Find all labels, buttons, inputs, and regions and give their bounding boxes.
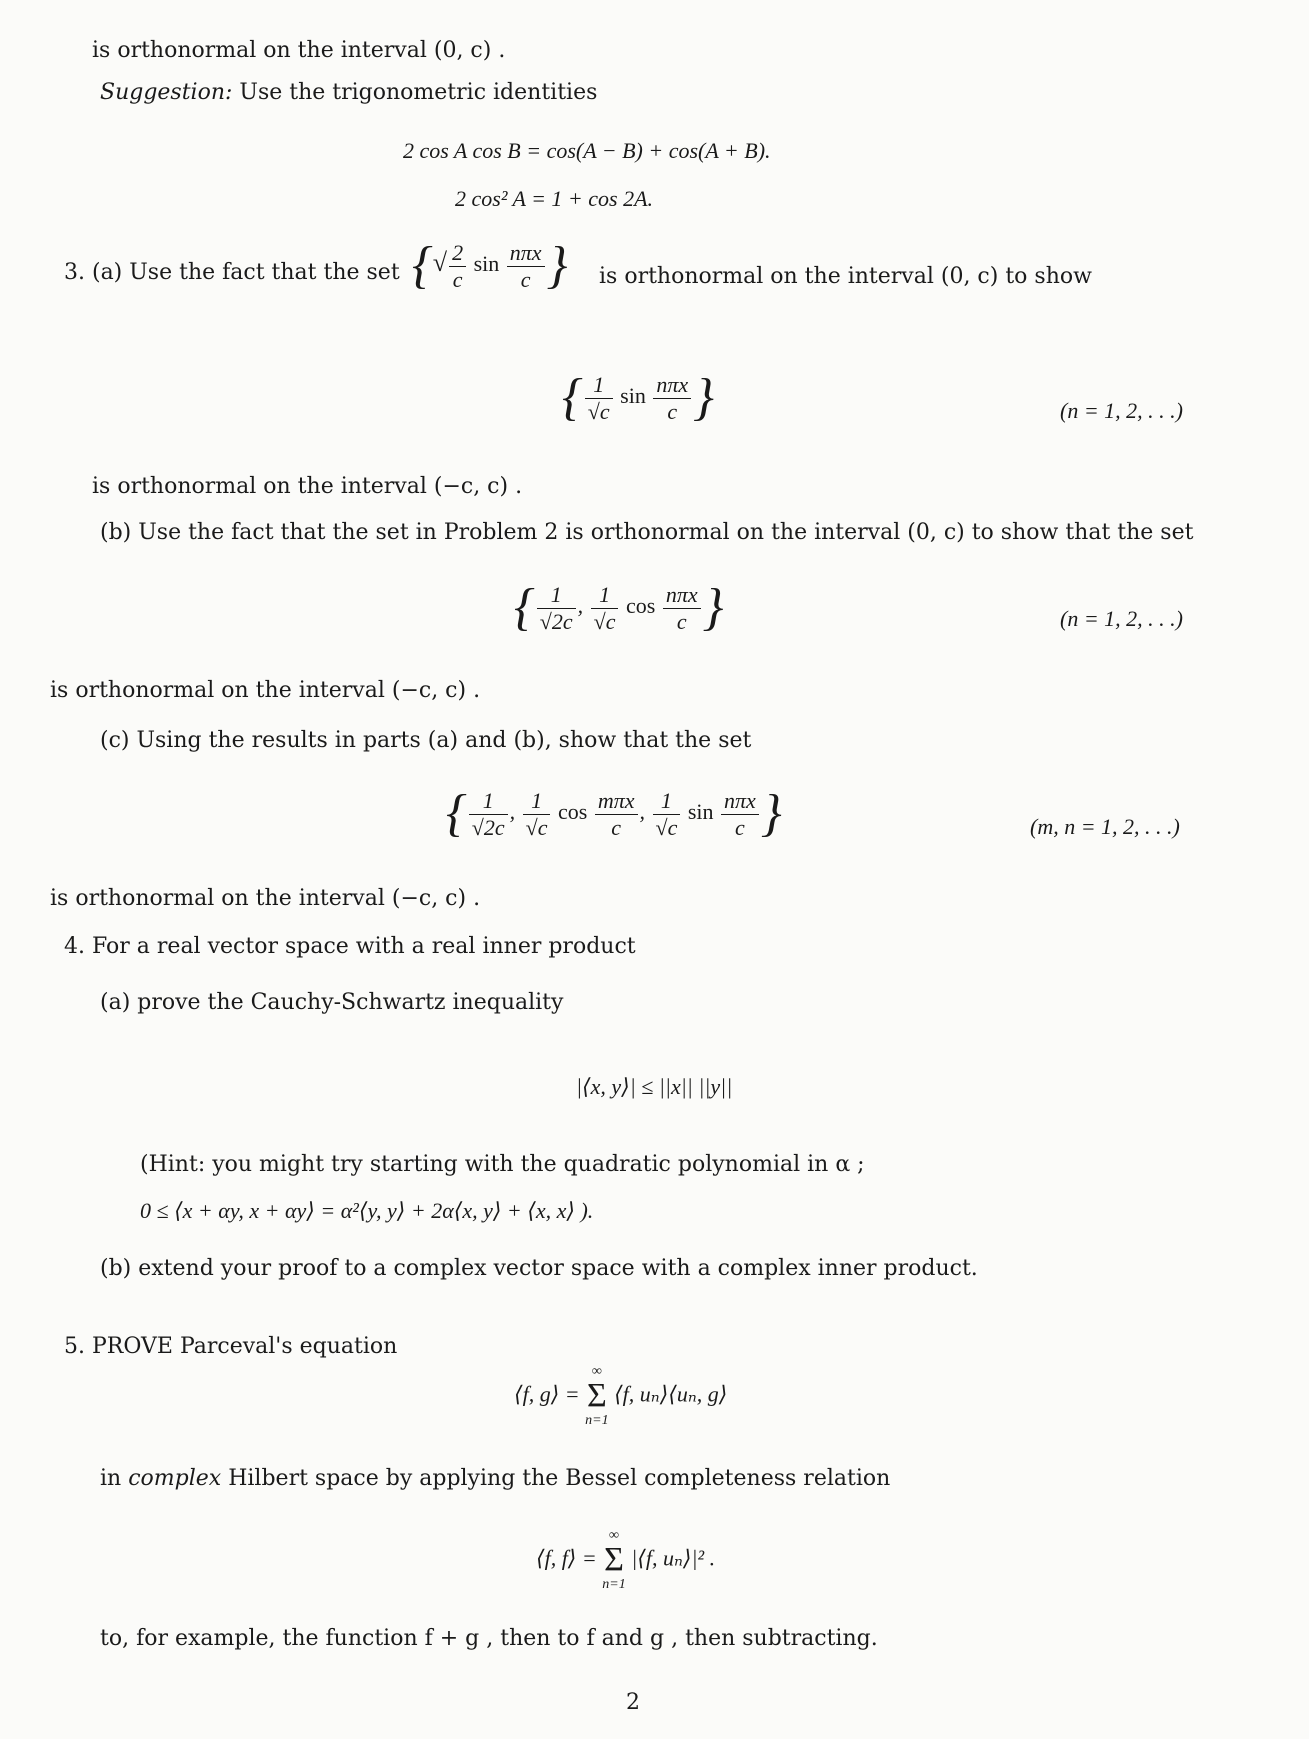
set-frac-den: c xyxy=(452,266,463,292)
set-sqrt2c-sin: {√ $\frac{2}{c}$ sin $\frac{\text{nπx}}{c}$ } xyxy=(412,237,568,294)
problem-3c: (c) Using the results in parts (a) and (b), show that the set xyxy=(100,728,752,753)
s3-c-num: 1 xyxy=(653,788,681,814)
text-line-orthonormal-0c: is orthonormal on the interval (0, c) . xyxy=(92,38,506,63)
s2-b-den: √c xyxy=(593,608,616,634)
s3-arg2-num: nπx xyxy=(721,788,759,814)
s3-b-num: 1 xyxy=(523,788,551,814)
text-orthonormal-1: is orthonormal on the interval (−c, c) . xyxy=(92,474,523,499)
arg-num: nπx xyxy=(507,240,545,266)
sum-symbol: Σ xyxy=(586,1377,607,1415)
s2-arg-num: nπx xyxy=(663,582,701,608)
hilbert-post: Hilbert space by applying the Bessel completeness relation xyxy=(228,1466,891,1491)
problem-3a-tail: is orthonormal on the interval (0, c) to show xyxy=(599,264,1092,289)
bessel-upper-limit: ∞ xyxy=(608,1528,619,1543)
bessel-lhs: ⟨f, f⟩ = xyxy=(536,1545,597,1571)
hilbert-complex: complex xyxy=(128,1466,222,1491)
sum-symbol: Σ xyxy=(604,1541,624,1579)
suggestion-text: Use the trigonometric identities xyxy=(239,80,598,105)
arg-den: c xyxy=(520,266,531,292)
s1-arg-den: c xyxy=(667,398,678,424)
bessel-relation xyxy=(536,1528,715,1593)
set-cos-sin: { $\frac{1}{√2c}$ , $\frac{1}{√c}$ cos $\frac{\text{mπx}}{c}$ , $\frac{1}{√c}$ sin $\frac{\text{nπx}}{c}$ } xyxy=(446,785,782,842)
s1-den: √c xyxy=(587,398,610,424)
s1-num: 1 xyxy=(585,372,613,398)
suggestion-label: Suggestion: xyxy=(100,80,233,105)
s2-arg-den: c xyxy=(676,608,687,634)
range-mn: (m, n = 1, 2, . . .) xyxy=(1030,814,1180,839)
s3-a-den: √2c xyxy=(471,814,505,840)
problem-3b: (b) Use the fact that the set in Problem 2 is orthonormal on the interval (0, c) to show that the set xyxy=(100,520,1194,545)
parseval-rhs: ⟨f, uₙ⟩⟨uₙ, g⟩ xyxy=(614,1381,728,1407)
identity-double-angle: 2 cos² A = 1 + cos 2A. xyxy=(455,186,654,211)
problem-4a: (a) prove the Cauchy-Schwartz inequality xyxy=(100,990,564,1015)
last-line: to, for example, the function f + g , then to f and g , then subtracting. xyxy=(100,1626,878,1651)
hilbert-pre: in xyxy=(100,1466,122,1491)
s2-b-num: 1 xyxy=(591,582,619,608)
parseval-lower-limit: n=1 xyxy=(585,1413,609,1429)
set-cos: { $\frac{1}{√2c}$ , $\frac{1}{√c}$ cos $\frac{\text{nπx}}{c}$ } xyxy=(514,579,724,636)
s3-sin: sin xyxy=(687,799,714,825)
problem-4b: (b) extend your proof to a complex vector space with a complex inner product. xyxy=(100,1256,978,1281)
s3-b-den: √c xyxy=(525,814,548,840)
range-n-2: (n = 1, 2, . . .) xyxy=(1060,606,1183,631)
parseval-upper-limit: ∞ xyxy=(591,1364,602,1379)
hint-line-2: 0 ≤ ⟨x + αy, x + αy⟩ = α²⟨y, y⟩ + 2α⟨x, y⟩ + ⟨x, x⟩ ). xyxy=(140,1198,594,1223)
parseval-lhs: ⟨f, g⟩ = xyxy=(514,1381,580,1407)
hilbert-line xyxy=(100,1466,890,1491)
text-orthonormal-3: is orthonormal on the interval (−c, c) . xyxy=(50,886,481,911)
s3-a-num: 1 xyxy=(469,788,508,814)
problem-3a-label: 3. (a) Use the fact that the set xyxy=(64,260,400,285)
s3-arg1-num: mπx xyxy=(595,788,638,814)
range-n-1: (n = 1, 2, . . .) xyxy=(1060,398,1183,423)
s3-arg2-den: c xyxy=(735,814,745,840)
problem-5: 5. PROVE Parceval's equation xyxy=(64,1334,398,1359)
bessel-lower-limit: n=1 xyxy=(602,1577,626,1593)
hint-line-1: (Hint: you might try starting with the quadratic polynomial in α ; xyxy=(140,1152,865,1177)
set-frac-num: 2 xyxy=(449,240,466,266)
s3-c-den: √c xyxy=(655,814,678,840)
page-number: 2 xyxy=(626,1690,640,1715)
set-1-over-sqrtc-sin: { $\frac{1}{√c}$ sin $\frac{\text{nπx}}{c}$ } xyxy=(562,369,714,426)
s1-sin: sin xyxy=(620,383,646,409)
bessel-rhs: |⟨f, uₙ⟩|² . xyxy=(631,1545,716,1571)
s2-cos: cos xyxy=(625,593,656,619)
identity-product-to-sum: 2 cos A cos B = cos(A − B) + cos(A + B). xyxy=(403,138,771,163)
s2-a-num: 1 xyxy=(537,582,576,608)
text-orthonormal-2: is orthonormal on the interval (−c, c) . xyxy=(50,678,481,703)
s1-arg-num: nπx xyxy=(653,372,691,398)
suggestion-line xyxy=(100,80,597,105)
cauchy-schwarz-inequality: |⟨x, y⟩| ≤ ||x|| ||y|| xyxy=(576,1074,733,1099)
s3-arg1-den: c xyxy=(611,814,622,840)
s2-a-den: √2c xyxy=(539,608,573,634)
sin-label: sin xyxy=(473,251,500,277)
problem-4: 4. For a real vector space with a real inner product xyxy=(64,934,636,959)
s3-cos: cos xyxy=(557,799,588,825)
parseval-equation xyxy=(514,1364,727,1429)
